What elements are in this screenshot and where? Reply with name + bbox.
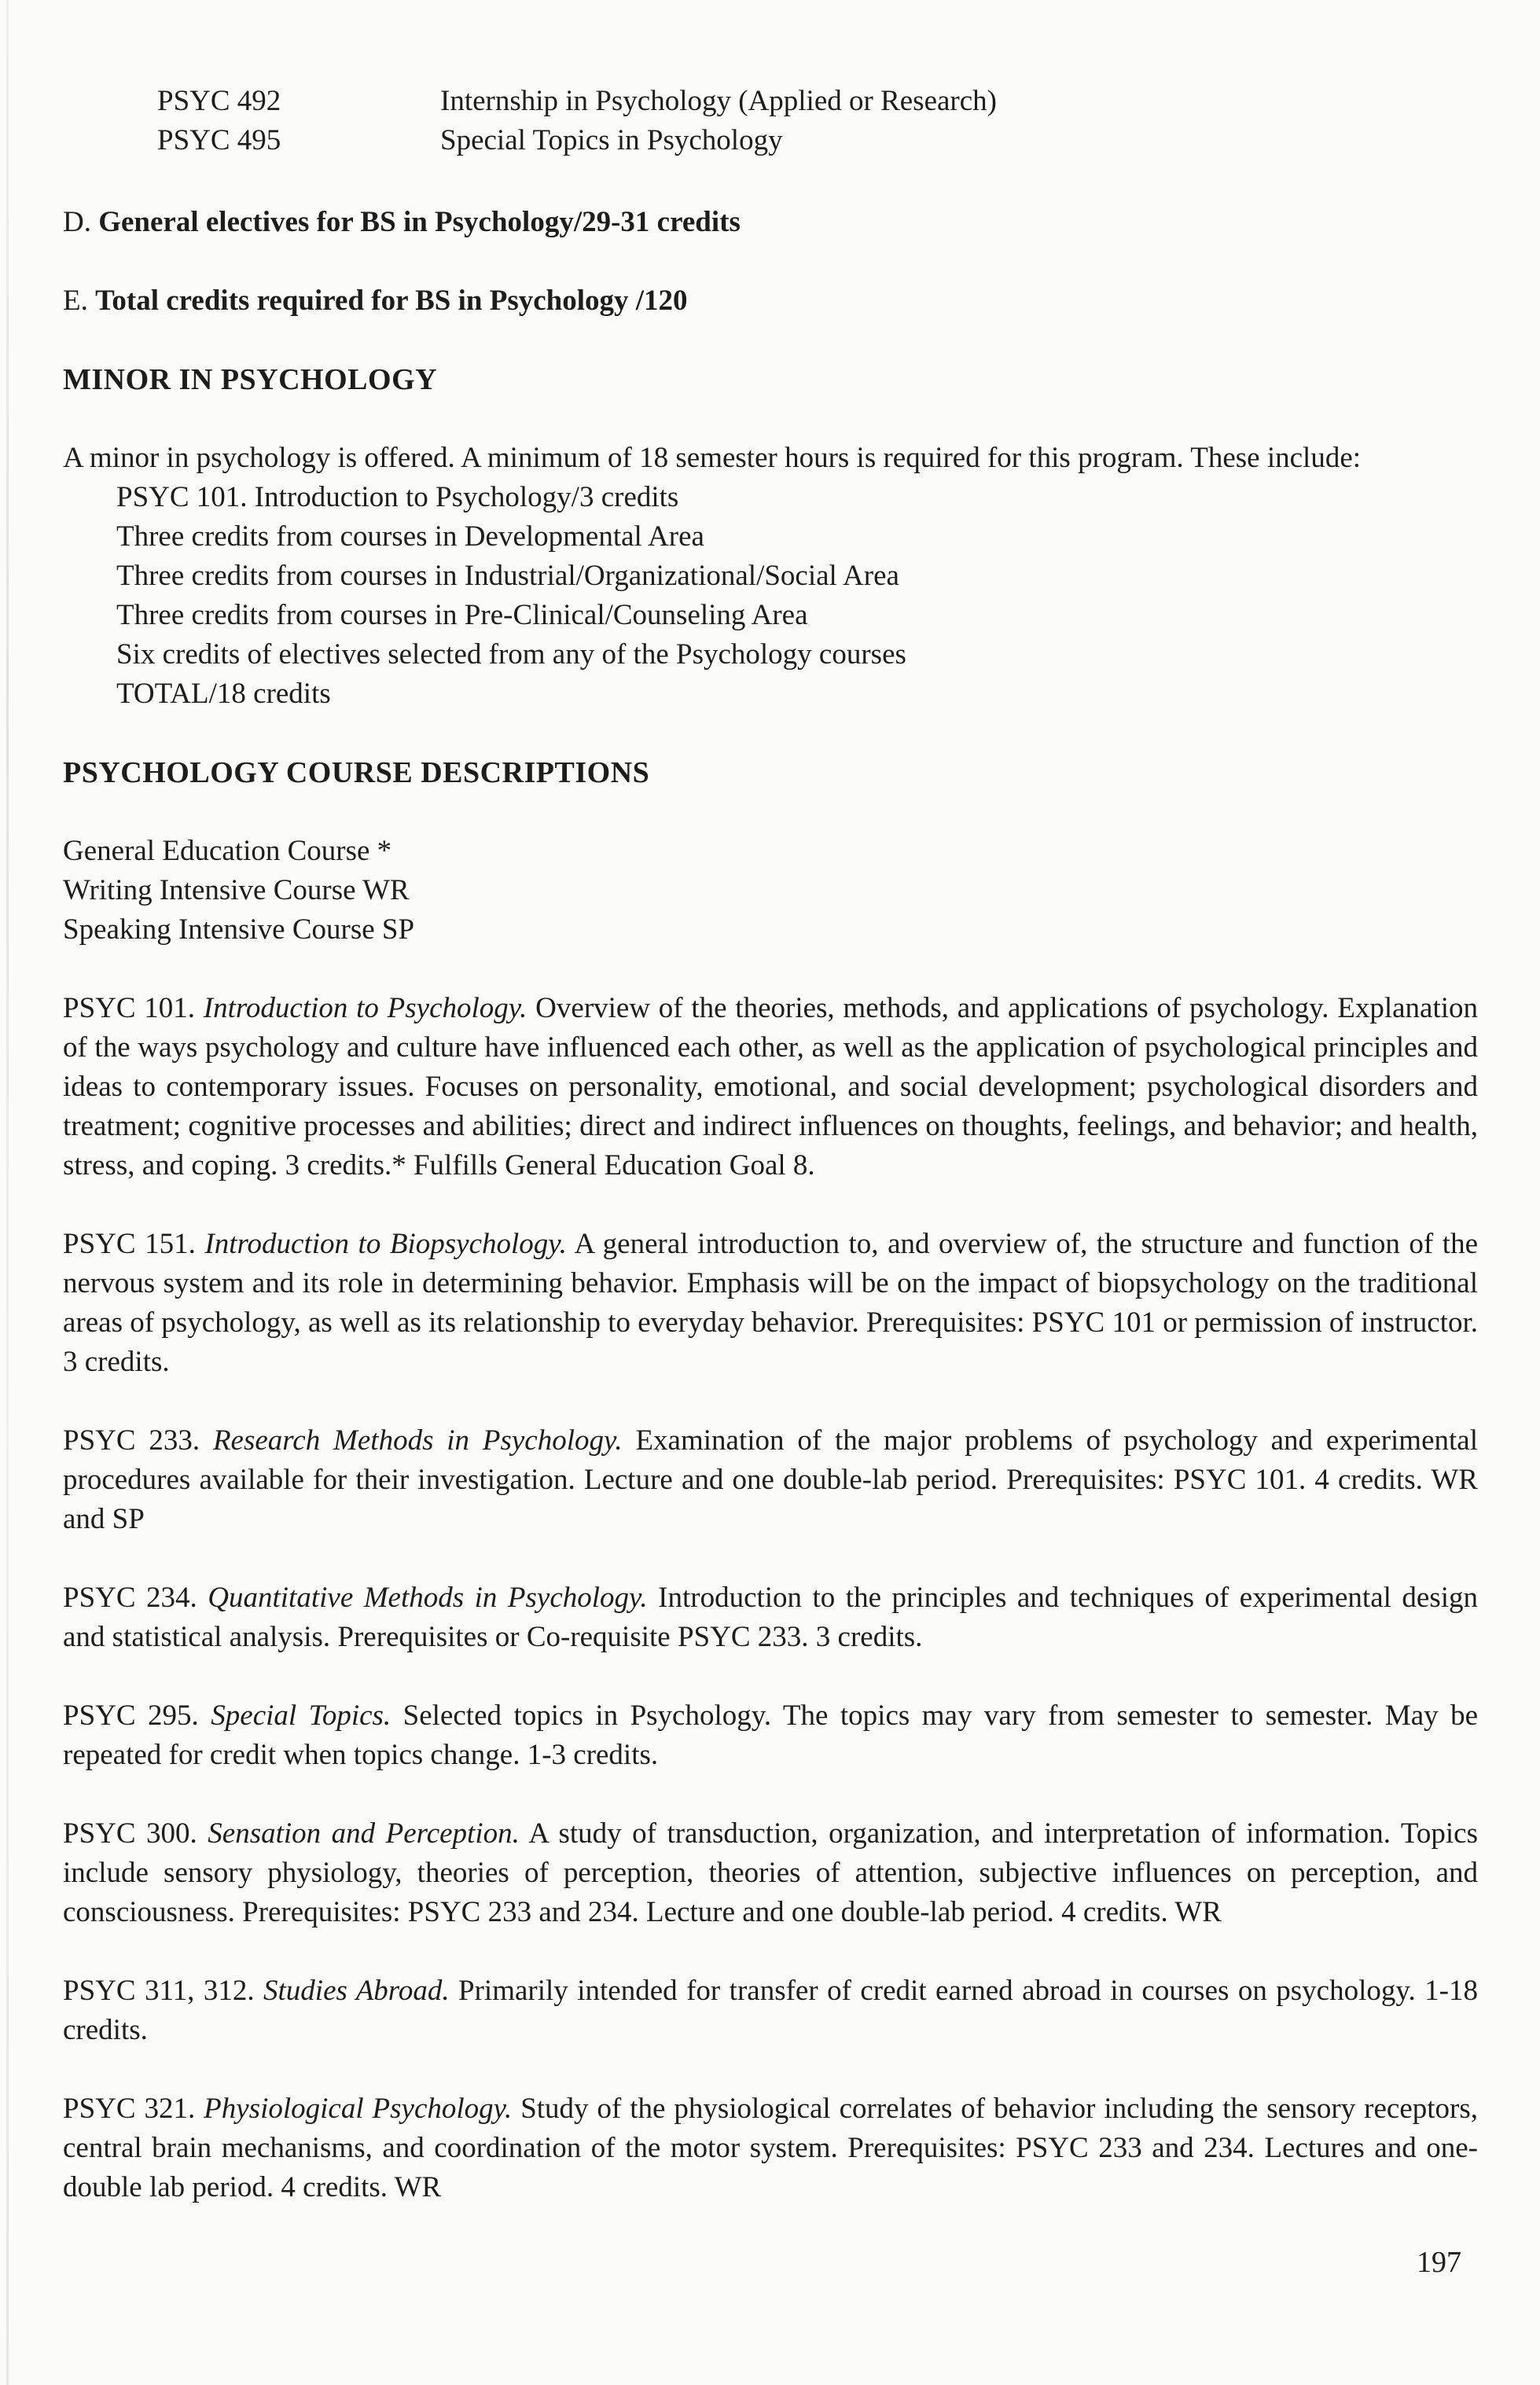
minor-line: Three credits from courses in Pre-Clinical/Counseling Area xyxy=(116,599,808,631)
item-d xyxy=(63,203,1478,242)
course-description xyxy=(63,2089,1478,2207)
course-title: Sensation and Perception. xyxy=(208,1817,520,1850)
course-code: PSYC 151. xyxy=(63,1228,196,1260)
course-title: Studies Abroad. xyxy=(263,1975,450,2007)
course-title: Quantitative Methods in Psychology. xyxy=(208,1582,648,1614)
minor-requirements xyxy=(63,478,1478,714)
course-code: PSYC 234. xyxy=(63,1582,197,1614)
course-body: Examination of the major problems of psychology and experimental procedures available for their investigation. Lecture and one double-lab period. Prerequisites: PSYC 101. 4 credits. WR and SP xyxy=(63,1424,1478,1535)
course-description xyxy=(63,1972,1478,2050)
minor-line: PSYC 101. Introduction to Psychology/3 credits xyxy=(116,481,679,513)
minor-intro: A minor in psychology is offered. A minimum of 18 semester hours is required for this program. These include: xyxy=(63,442,1362,474)
legend-line: Writing Intensive Course WR xyxy=(63,874,410,906)
legend-line: General Education Course * xyxy=(63,835,392,867)
course-title: Research Methods in Psychology. xyxy=(212,1424,623,1457)
page-number: 197 xyxy=(1417,2246,1461,2279)
item-text: Total credits required for BS in Psychology /120 xyxy=(95,285,688,317)
course-body: Selected topics in Psychology. The topics may vary from semester to semester. May be repeated for credit when topics change. 1-3 credits. xyxy=(63,1700,1479,1771)
item-e xyxy=(63,281,1478,321)
course-body: Study of the physiological correlates of behavior including the sensory receptors, central brain mechanisms, and coordination of the motor system. Prerequisites: PSYC 233 and 234. Lectures and one-double lab period. 4 credits. WR xyxy=(63,2093,1478,2203)
course-body: A general introduction to, and overview of, the structure and function of the nervous system and its role in determining behavior. Emphasis will be on the impact of biopsychology on the traditional areas of psychology, as well as its relationship to everyday behavior. Prerequisites: PSYC 101 or permission of instructor. 3 credits. xyxy=(63,1228,1479,1378)
minor-line: Three credits from courses in Developmental Area xyxy=(116,520,704,553)
course-code: PSYC 492 xyxy=(157,85,281,117)
course-body: A study of transduction, organization, and interpretation of information. Topics include sensory physiology, theories of perception, theories of attention, subjective influences on perception, and consciousness. Prerequisites: PSYC 233 and 234. Lecture and one double-lab period. 4 credits. WR xyxy=(63,1817,1478,1928)
item-letter: D. xyxy=(63,206,91,238)
course-body: Introduction to the principles and techniques of experimental design and statistical analysis. Prerequisites or Co-requisite PSYC 233. 3 credits. xyxy=(63,1582,1478,1653)
course-code: PSYC 233. xyxy=(63,1424,200,1457)
course-code: PSYC 321. xyxy=(63,2093,196,2125)
course-code: PSYC 101. xyxy=(63,992,196,1024)
course-description xyxy=(63,989,1478,1185)
course-row xyxy=(63,82,1478,121)
course-row xyxy=(63,121,1478,160)
course-title: Special Topics. xyxy=(211,1700,391,1732)
item-text: General electives for BS in Psychology/29-31 credits xyxy=(98,206,741,238)
course-code: PSYC 311, 312. xyxy=(63,1975,255,2007)
course-description xyxy=(63,1421,1478,1539)
minor-heading: MINOR IN PSYCHOLOGY xyxy=(63,363,438,396)
minor-line: Six credits of electives selected from any of the Psychology courses xyxy=(116,638,906,671)
course-title: Introduction to Biopsychology. xyxy=(204,1228,567,1260)
course-title: Special Topics in Psychology xyxy=(440,124,783,156)
course-title: Physiological Psychology. xyxy=(204,2093,513,2125)
legend-line: Speaking Intensive Course SP xyxy=(63,913,415,946)
course-title: Introduction to Psychology. xyxy=(203,992,527,1024)
course-body: Primarily intended for transfer of credit earned abroad in courses on psychology. 1-18 credits. xyxy=(63,1975,1479,2046)
page-content xyxy=(63,82,1478,2236)
course-title: Internship in Psychology (Applied or Research) xyxy=(440,85,997,117)
course-description xyxy=(63,1814,1478,1932)
course-description xyxy=(63,1225,1478,1382)
top-course-list xyxy=(63,82,1478,160)
course-description xyxy=(63,1578,1478,1657)
legend xyxy=(63,832,1478,950)
course-body: Overview of the theories, methods, and applications of psychology. Explanation of the ways psychology and culture have influenced each other, as well as the application of psychological principles and ideas to contemporary issues. Focuses on personality, emotional, and social development; psychological disorders and treatment; cognitive processes and abilities; direct and indirect influences on thoughts, feelings, and behavior; and health, stress, and coping. 3 credits.* Fulfills General Education Goal 8. xyxy=(63,992,1478,1181)
minor-line: TOTAL/18 credits xyxy=(116,678,331,710)
scan-edge xyxy=(6,0,9,2385)
course-code: PSYC 495 xyxy=(157,124,281,156)
course-code: PSYC 300. xyxy=(63,1817,197,1850)
minor-line: Three credits from courses in Industrial/Organizational/Social Area xyxy=(116,560,899,592)
descriptions-heading: PSYCHOLOGY COURSE DESCRIPTIONS xyxy=(63,756,650,789)
course-code: PSYC 295. xyxy=(63,1700,199,1732)
item-letter: E. xyxy=(63,285,88,317)
course-description xyxy=(63,1696,1478,1775)
